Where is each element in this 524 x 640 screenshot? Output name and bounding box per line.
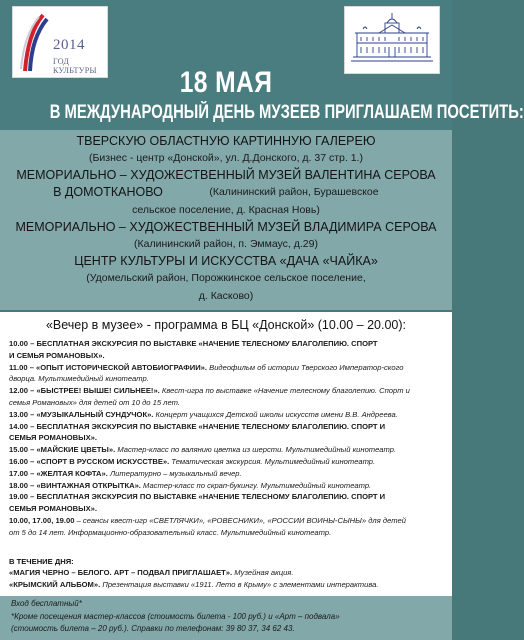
schedule-item xyxy=(9,567,449,579)
museum-title: МЕМОРИАЛЬНО – ХУДОЖЕСТВЕННЫЙ МУЗЕЙ ВЛАДИМИРА СЕРОВА xyxy=(15,220,437,234)
schedule-list xyxy=(9,338,449,539)
event-description: семья Романовых» для детей от 10 до 15 лет. xyxy=(9,397,180,407)
museum-title: ЦЕНТР КУЛЬТУРЫ И ИСКУССТВА «ДАЧА «ЧАЙКА» xyxy=(74,254,378,268)
schedule-item xyxy=(9,397,449,409)
schedule-item xyxy=(9,480,449,492)
event-description: дворца. Мультимедийный кинотеатр. xyxy=(9,374,149,384)
event-description: Мастер-класс по валянию цветка из шерсти. Мультимедийный кинотеатр. xyxy=(115,445,397,455)
schedule-item xyxy=(9,444,449,456)
museum-address: сельское поселение, д. Красная Новь) xyxy=(132,204,320,216)
invitation-headline: В МЕЖДУНАРОДНЫЙ ДЕНЬ МУЗЕЕВ ПРИГЛАШАЕМ ПОСЕТИТЬ: xyxy=(49,102,524,123)
museum-address: (Бизнес - центр «Донской», ул. Д.Донского, д. 37 стр. 1.) xyxy=(89,152,363,164)
schedule-item xyxy=(9,362,449,374)
event-description: от 5 до 14 лет. Информационно-образовательный класс. Мультимедийный кинотеатр. xyxy=(9,527,332,537)
schedule-item xyxy=(9,491,449,503)
event-name: СЕМЬЯ РОМАНОВЫХ». xyxy=(9,433,97,443)
schedule-item xyxy=(9,527,449,539)
event-name: СЕМЬЯ РОМАНОВЫХ». xyxy=(9,504,97,514)
museum-list xyxy=(0,130,452,310)
event-name: 19.00 – БЕСПЛАТНАЯ ЭКСКУРСИЯ ПО ВЫСТАВКЕ «НАЧЕНИЕ ТЕЛЕСНОМУ БЛАГОЛЕПИЮ. СПОРТ И xyxy=(9,492,386,502)
museum-building-logo xyxy=(344,6,440,74)
event-name: И СЕМЬЯ РОМАНОВЫХ». xyxy=(9,350,105,360)
schedule-item xyxy=(9,515,449,527)
ticket-note: *Кроме посещения мастер-классов (стоимость билета - 100 руб.) и «Арт – подвала» xyxy=(11,612,340,621)
event-name: «КРЫМСКИЙ АЛЬБОМ». xyxy=(9,579,101,589)
schedule-item xyxy=(9,385,449,397)
event-description: Концерт учащихся Детской школы искусств имени В.В. Андреева. xyxy=(153,409,398,419)
event-name: 11.00 – «ОПЫТ ИСТОРИЧЕСКОЙ АВТОБИОГРАФИИ». xyxy=(9,362,208,372)
all-day-title: В ТЕЧЕНИЕ ДНЯ: xyxy=(9,557,74,566)
event-description: – сеансы квест-игр «СВЕТЛЯЧКИ», «РОВЕСНИКИ», «РОССИИ ВОИНЫ-СЫНЫ» для детей xyxy=(74,515,406,525)
event-name: 14.00 – БЕСПЛАТНАЯ ЭКСКУРСИЯ ПО ВЫСТАВКЕ «НАЧЕНИЕ ТЕЛЕСНОМУ БЛАГОЛЕПИЮ. СПОРТ И xyxy=(9,421,386,431)
museum-title: ТВЕРСКУЮ ОБЛАСТНУЮ КАРТИННУЮ ГАЛЕРЕЮ xyxy=(76,134,376,148)
schedule-item xyxy=(9,350,449,362)
event-description: Музейная акция. xyxy=(232,568,294,577)
event-name: 13.00 – «МУЗЫКАЛЬНЫЙ СУНДУЧОК». xyxy=(9,409,154,419)
event-name: 17.00 – «ЖЕЛТАЯ КОФТА». xyxy=(9,468,108,478)
schedule-item xyxy=(9,503,449,515)
event-name: 12.00 – «БЫСТРЕЕ! ВЫШЕ! СИЛЬНЕЕ!». xyxy=(9,386,160,396)
event-description: Квест-игра по выставке «Начение телесному благолепию. Спорт и xyxy=(159,386,410,396)
event-name: 16.00 – «СПОРТ В РУССКОМ ИСКУССТВЕ». xyxy=(9,456,170,466)
schedule-item xyxy=(9,468,449,480)
phone-note: (стоимость билета – 20 руб.). Справки по телефонам: 39 80 37, 34 62 43. xyxy=(11,624,295,633)
schedule-item xyxy=(9,338,449,350)
all-day-events xyxy=(9,556,449,591)
schedule-item xyxy=(9,579,449,591)
event-name: 10.00 – БЕСПЛАТНАЯ ЭКСКУРСИЯ ПО ВЫСТАВКЕ «НАЧЕНИЕ ТЕЛЕСНОМУ БЛАГОЛЕПИЮ. СПОРТ xyxy=(9,339,378,348)
museum-title: МЕМОРИАЛЬНО – ХУДОЖЕСТВЕННЫЙ МУЗЕЙ ВАЛЕНТИНА СЕРОВА xyxy=(16,168,436,182)
footer-note xyxy=(0,596,452,640)
schedule-item xyxy=(9,373,449,385)
free-entry-note: Вход бесплатный* xyxy=(11,599,82,608)
event-description: Литературно – музыкальный вечер. xyxy=(107,468,242,478)
schedule-item xyxy=(9,432,449,444)
palace-icon xyxy=(345,7,439,73)
event-name: «МАГИЯ ЧЕРНО – БЕЛОГО. АРТ – ПОДВАЛ ПРИГЛАШАЕТ». xyxy=(9,568,233,577)
schedule-item xyxy=(9,409,449,421)
event-name: 15.00 – «МАЙСКИЕ ЦВЕТЫ». xyxy=(9,445,116,455)
event-description: Тематическая экскурсия. Мультимедийный кинотеатр. xyxy=(169,456,376,466)
event-date: 18 МАЯ xyxy=(179,66,273,99)
museum-address: (Калининский район, п. Эммаус, д.29) xyxy=(134,238,318,250)
schedule-item xyxy=(9,456,449,468)
event-description: Видеофильм об истории Тверского Император-ского xyxy=(207,362,404,372)
museum-address: (Калининский район, Бурашевское xyxy=(209,186,379,198)
museum-address: д. Касково) xyxy=(198,290,254,302)
museum-title: В ДОМОТКАНОВО xyxy=(53,185,163,199)
all-day-list xyxy=(9,567,449,591)
event-name: 10.00, 17.00, 19.00 xyxy=(9,515,75,525)
logo-year: 2014 xyxy=(53,37,85,53)
event-description: Презентация выставки «1911. Лето в Крыму» с элементами интерактива. xyxy=(100,579,379,589)
evening-program xyxy=(0,312,452,640)
logo-caption: ГОД КУЛЬТУРЫ xyxy=(53,57,97,75)
event-name: 18.00 – «ВИНТАЖНАЯ ОТКРЫТКА». xyxy=(9,480,141,490)
program-title: «Вечер в музее» - программа в БЦ «Донской» (10.00 – 20.00): xyxy=(45,318,407,332)
event-description: Мастер-класс по скрап-букингу. Мультимедийный кинотеатр. xyxy=(140,480,372,490)
schedule-item xyxy=(9,421,449,433)
museum-address: (Удомельский район, Порожкинское сельское поселение, xyxy=(86,272,366,284)
